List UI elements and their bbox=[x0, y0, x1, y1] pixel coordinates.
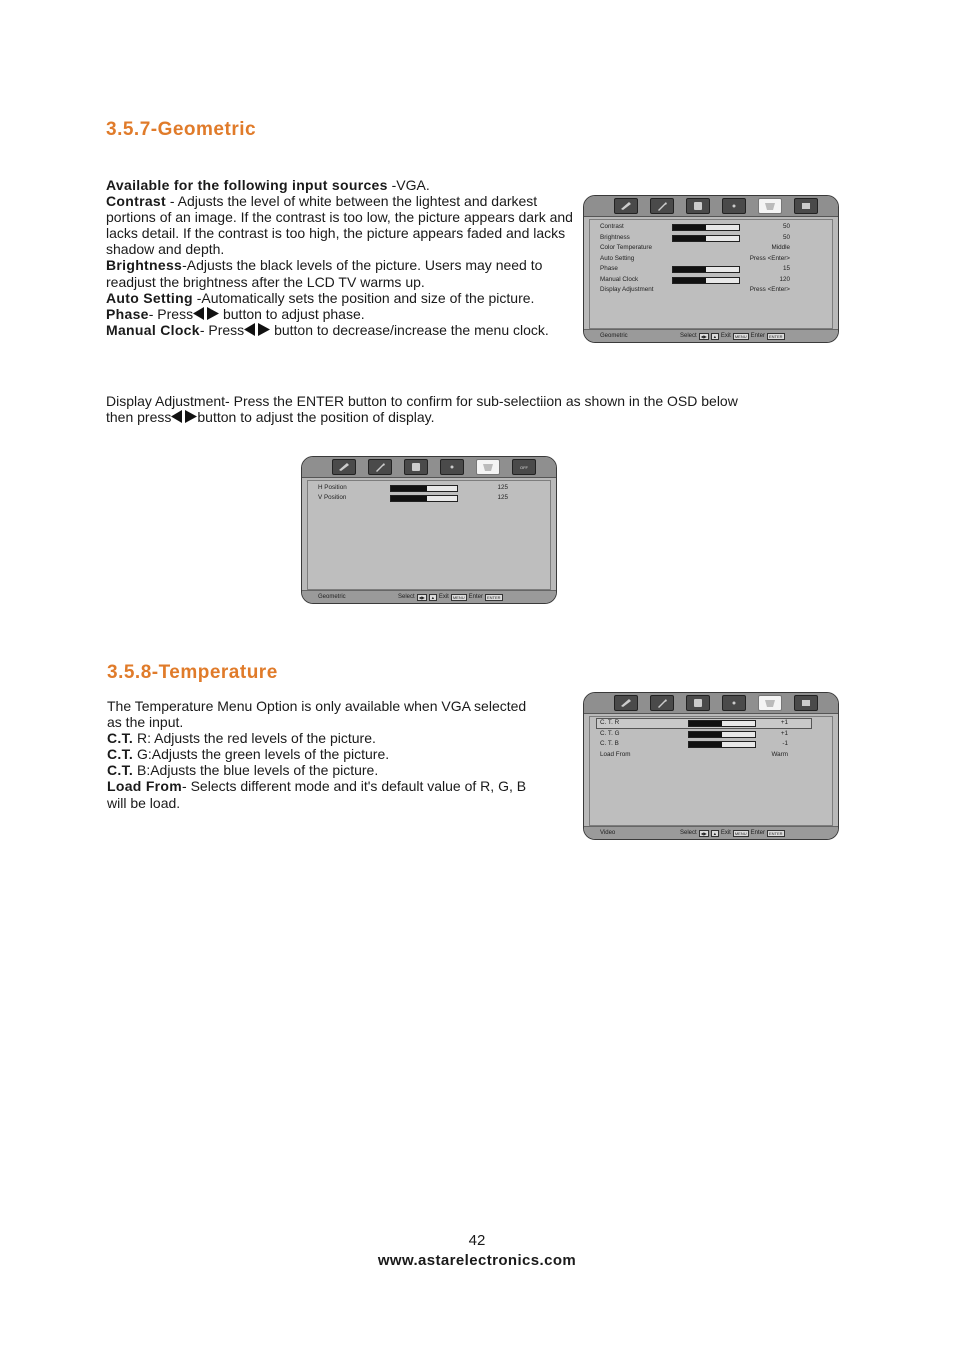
temperature-description bbox=[107, 698, 527, 811]
auto-setting-label: Auto Setting bbox=[106, 289, 193, 306]
screen-tab-icon bbox=[404, 459, 428, 475]
phase-label: Phase bbox=[106, 305, 149, 322]
audio-tab-icon bbox=[722, 695, 746, 711]
osd-menu-area bbox=[589, 219, 833, 329]
temperature-intro: The Temperature Menu Option is only available when VGA selected as the input. bbox=[107, 698, 527, 731]
available-value: -VGA. bbox=[387, 177, 430, 193]
picture-tab-icon bbox=[614, 198, 638, 214]
ctb-text: B:Adjusts the blue levels of the picture. bbox=[133, 762, 379, 779]
arrow-key-icon: ◀▶ bbox=[700, 333, 707, 339]
osd-row-value: +1 bbox=[780, 719, 788, 726]
geometric-tab-icon bbox=[758, 198, 782, 214]
website-link[interactable]: www.astarelectronics.com bbox=[377, 1252, 577, 1269]
geometric-tab-icon bbox=[476, 459, 500, 475]
enter-hint: Enter bbox=[750, 333, 765, 339]
menu-key-icon: MENU bbox=[734, 333, 747, 339]
osd-footer-title: Geometric bbox=[600, 333, 628, 339]
left-right-arrows-icon bbox=[171, 410, 197, 423]
osd-menu-row[interactable] bbox=[590, 254, 832, 264]
geometric-description bbox=[106, 177, 574, 338]
osd-footer-title: Video bbox=[600, 830, 616, 836]
options-tab-icon bbox=[794, 198, 818, 214]
osd-footer-hints bbox=[398, 591, 503, 603]
manual-clock-text-a: - Press bbox=[199, 321, 245, 338]
osd-menu-row[interactable] bbox=[590, 233, 832, 243]
osd-slider-fill bbox=[689, 742, 722, 747]
osd-menu-row[interactable] bbox=[590, 243, 832, 253]
enter-hint: Enter bbox=[750, 830, 765, 836]
menu-key-icon: MENU bbox=[734, 830, 747, 836]
osd-menu-row[interactable] bbox=[308, 483, 550, 493]
page-number: 42 bbox=[468, 1232, 486, 1249]
audio-tab-icon bbox=[722, 198, 746, 214]
brightness-text: -Adjusts the black levels of the picture. Users may need to readjust the brightness after the LCD TV warms up. bbox=[106, 257, 543, 290]
audio-tab-icon bbox=[440, 459, 464, 475]
osd-row-label: Manual Clock bbox=[600, 275, 639, 283]
ctg-text: G:Adjusts the green levels of the picture. bbox=[133, 746, 390, 763]
osd-temperature-menu bbox=[583, 692, 839, 840]
available-label: Available for the following input sources bbox=[106, 177, 388, 193]
updown-key-icon: ▲ bbox=[712, 830, 717, 836]
left-right-arrows-icon bbox=[244, 323, 270, 336]
osd-slider-bar[interactable] bbox=[390, 495, 458, 502]
osd-slider-fill bbox=[673, 278, 706, 283]
display-adjustment-text bbox=[106, 393, 866, 425]
osd-row-label: Phase bbox=[600, 265, 618, 272]
brightness-label: Brightness bbox=[106, 257, 183, 274]
osd-menu-row[interactable] bbox=[590, 222, 832, 232]
osd-row-label: Color Temperature bbox=[600, 244, 653, 251]
select-hint: Select bbox=[680, 830, 697, 836]
osd-slider-fill bbox=[673, 267, 706, 272]
osd-slider-bar[interactable] bbox=[390, 485, 458, 492]
load-from-text: - Selects different mode and it's default value of R, G, B will be load. bbox=[107, 778, 527, 811]
exit-hint: Exit bbox=[720, 333, 731, 339]
section-heading-geometric: 3.5.7-Geometric bbox=[106, 119, 257, 140]
screen-tab-icon bbox=[686, 198, 710, 214]
contrast-label: Contrast bbox=[106, 193, 166, 210]
geometric-tab-icon bbox=[758, 695, 782, 711]
osd-row-value: 125 bbox=[497, 484, 508, 491]
osd-row-value: 15 bbox=[782, 265, 790, 272]
ctr-text: R: Adjusts the red levels of the picture. bbox=[133, 730, 376, 747]
tools-tab-icon bbox=[650, 198, 674, 214]
display-adjustment-line2b: button to adjust the position of display. bbox=[197, 409, 435, 426]
osd-slider-fill bbox=[673, 236, 706, 241]
select-hint: Select bbox=[680, 333, 697, 339]
osd-tab-bar bbox=[302, 457, 556, 478]
osd-row-label: C. T. B bbox=[600, 740, 619, 747]
osd-tab-bar bbox=[584, 693, 838, 714]
osd-row-label: Auto Setting bbox=[600, 254, 635, 262]
tools-tab-icon bbox=[650, 695, 674, 711]
phase-text-a: - Press bbox=[148, 305, 194, 322]
left-right-arrows-icon bbox=[193, 307, 219, 320]
display-adjustment-line2a: then press bbox=[106, 409, 172, 426]
exit-hint: Exit bbox=[438, 594, 449, 600]
ctb-label: C.T. bbox=[107, 762, 134, 779]
off-tab-icon: OFF bbox=[512, 459, 536, 475]
osd-menu-row[interactable] bbox=[590, 739, 832, 749]
osd-menu-row[interactable] bbox=[590, 729, 832, 739]
osd-row-label: Brightness bbox=[600, 233, 630, 241]
load-from-label: Load From bbox=[107, 778, 183, 795]
osd-menu-row[interactable] bbox=[590, 275, 832, 285]
osd-row-value: 50 bbox=[782, 223, 790, 230]
enter-key-icon: ENTER bbox=[768, 333, 783, 339]
osd-row-value: Press <Enter> bbox=[749, 286, 790, 293]
arrow-key-icon: ◀▶ bbox=[700, 830, 707, 836]
osd-tab-bar bbox=[584, 196, 838, 217]
osd-row-value: 120 bbox=[779, 275, 790, 283]
updown-key-icon: ▲ bbox=[712, 333, 717, 339]
osd-row-value: 125 bbox=[497, 494, 508, 501]
picture-tab-icon bbox=[332, 459, 356, 475]
osd-row-value: Warm bbox=[771, 750, 788, 758]
osd-row-value: -1 bbox=[782, 740, 788, 747]
osd-row-value: 50 bbox=[782, 233, 790, 241]
osd-menu-row[interactable] bbox=[308, 493, 550, 503]
osd-geometric-menu bbox=[583, 195, 839, 343]
osd-row-label: Contrast bbox=[600, 223, 624, 230]
options-tab-icon bbox=[794, 695, 818, 711]
screen-tab-icon bbox=[686, 695, 710, 711]
section-heading-temperature: 3.5.8-Temperature bbox=[107, 662, 278, 683]
osd-footer-hints bbox=[680, 827, 785, 839]
menu-key-icon: MENU bbox=[452, 594, 465, 600]
osd-slider-fill bbox=[689, 732, 722, 737]
osd-menu-row[interactable] bbox=[590, 264, 832, 274]
enter-hint: Enter bbox=[468, 594, 483, 600]
osd-row-label: C. T. R bbox=[600, 719, 620, 726]
phase-text-b: button to adjust phase. bbox=[219, 305, 365, 322]
tools-tab-icon bbox=[368, 459, 392, 475]
osd-footer bbox=[302, 590, 556, 603]
enter-key-icon: ENTER bbox=[486, 594, 501, 600]
osd-position-menu bbox=[301, 456, 557, 604]
osd-row-label: Load From bbox=[600, 750, 631, 758]
osd-row-label: H Position bbox=[318, 484, 347, 491]
enter-key-icon: ENTER bbox=[768, 830, 783, 836]
osd-menu-row[interactable] bbox=[590, 718, 832, 728]
osd-menu-area bbox=[589, 716, 833, 826]
picture-tab-icon bbox=[614, 695, 638, 711]
select-hint: Select bbox=[398, 594, 415, 600]
updown-key-icon: ▲ bbox=[430, 594, 435, 600]
manual-clock-text-b: button to decrease/increase the menu clock. bbox=[270, 321, 549, 338]
osd-row-label: V Position bbox=[318, 494, 347, 501]
osd-slider-fill bbox=[673, 225, 706, 230]
arrow-key-icon: ◀▶ bbox=[418, 594, 425, 600]
osd-menu-row[interactable] bbox=[590, 750, 832, 760]
osd-row-value: Press <Enter> bbox=[749, 254, 790, 262]
auto-setting-text: -Automatically sets the position and size of the picture. bbox=[192, 289, 535, 306]
manual-clock-label: Manual Clock bbox=[106, 321, 200, 338]
osd-slider-fill bbox=[391, 496, 427, 501]
exit-hint: Exit bbox=[720, 830, 731, 836]
osd-slider-fill bbox=[391, 486, 427, 491]
osd-menu-area bbox=[307, 480, 551, 590]
ctr-label: C.T. bbox=[107, 730, 134, 747]
osd-footer-hints bbox=[680, 330, 785, 342]
ctg-label: C.T. bbox=[107, 746, 134, 763]
osd-footer bbox=[584, 826, 838, 839]
osd-row-label: C. T. G bbox=[600, 729, 620, 737]
display-adjustment-line1: Display Adjustment- Press the ENTER button to confirm for sub-selectiion as shown in the OSD below bbox=[106, 393, 738, 409]
osd-footer-title: Geometric bbox=[318, 594, 346, 600]
osd-row-value: Middle bbox=[771, 244, 790, 251]
osd-row-label: Display Adjustment bbox=[600, 286, 654, 293]
osd-slider-fill bbox=[689, 721, 722, 726]
osd-footer bbox=[584, 329, 838, 342]
osd-menu-row[interactable] bbox=[590, 285, 832, 295]
contrast-text: - Adjusts the level of white between the lightest and darkest portions of an image. If the contrast is too low, the picture appears dark and lacks detail. If the contrast is too high, the picture appears faded and lacks shadow and depth. bbox=[106, 193, 573, 258]
osd-row-value: +1 bbox=[780, 729, 788, 737]
